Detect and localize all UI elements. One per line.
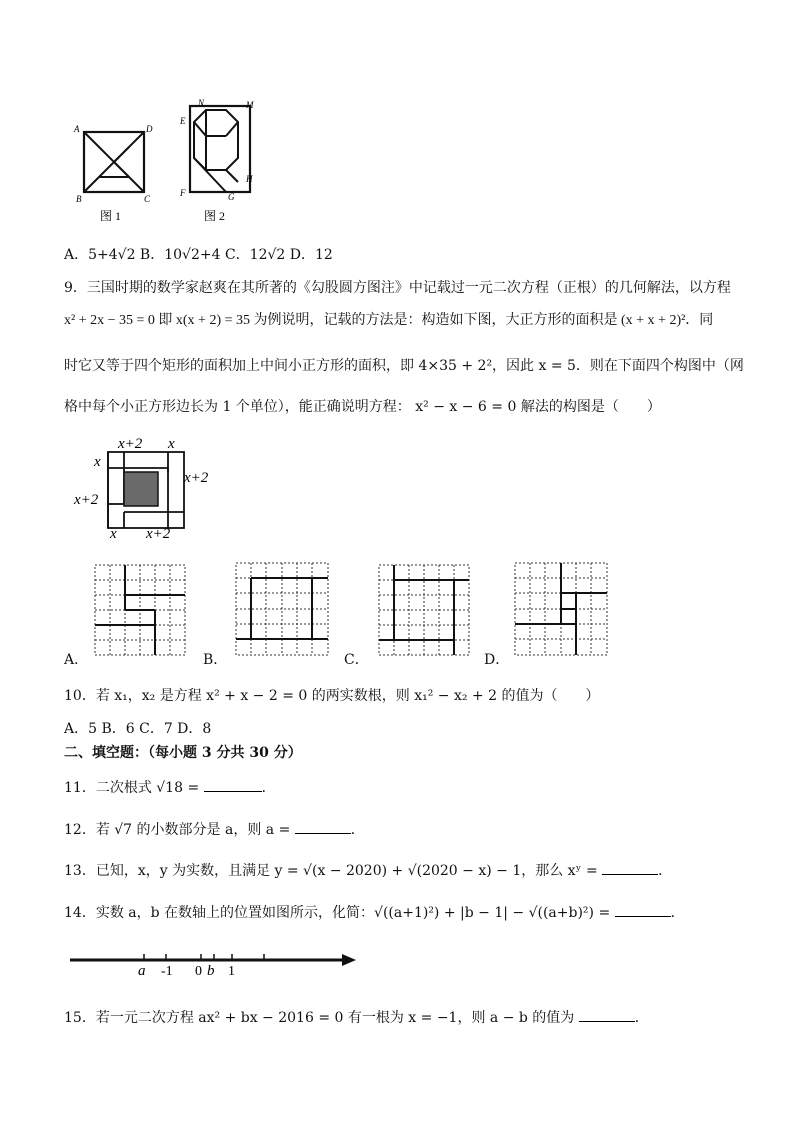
number-line-label-one: 1 xyxy=(228,964,235,979)
q9-line-4: 格中每个小正方形边长为 1 个单位），能正确说明方程： x² − x − 6 = 0 解法的构图是（ ） xyxy=(64,399,661,415)
q9-option-a-letter: A． xyxy=(64,652,89,668)
q8-options: A．5+4√2 B．10√2+4 C．12√2 D．12 xyxy=(64,247,333,263)
zhao-label-bottom-left: x xyxy=(110,526,117,542)
fig2-label-e: E xyxy=(180,116,186,126)
q9-option-c-letter: C． xyxy=(344,652,369,668)
number-line-label-neg1: -1 xyxy=(161,964,173,979)
q14-answer-blank[interactable] xyxy=(615,916,671,917)
q9-line-3: 时它又等于四个矩形的面积加上中间小正方形的面积，即 4×35 + 2²，因此 x = 5．则在下面四个构图中（网 xyxy=(64,358,744,374)
q13-text: 13．已知，x，y 为实数，且满足 y = √(x − 2020) + √(2020 − x) − 1，那么 xʸ = xyxy=(64,863,598,879)
q13 xyxy=(64,861,672,881)
q9-option-c-grid xyxy=(378,564,472,658)
number-line xyxy=(64,944,360,980)
q9-line-1: 9．三国时期的数学家赵爽在其所著的《勾股圆方图注》中记载过一元二次方程（正根）的几何解法，以方程 xyxy=(64,280,731,296)
q10-options: A．5 B．6 C．7 D．8 xyxy=(64,721,212,737)
q9-option-b-grid xyxy=(235,562,331,658)
q13-end: ． xyxy=(658,863,673,879)
q15 xyxy=(64,1008,649,1028)
zhao-label-top-left: x+2 xyxy=(118,436,143,452)
q12-answer-blank[interactable] xyxy=(295,833,351,834)
q12-end: ． xyxy=(350,822,365,838)
q14-end: ． xyxy=(670,905,685,921)
fig2-label-m: M xyxy=(246,100,254,110)
fig2-label-n: N xyxy=(198,98,205,108)
q9-line-2: x² + 2x − 35 = 0 即 x(x + 2) = 35 为例说明，记载的方法是：构造如下图，大正方形的面积是 (x + x + 2)²．同 xyxy=(64,313,714,328)
zhao-shuang-figure xyxy=(66,430,226,546)
q9-option-a-grid xyxy=(94,564,188,658)
q12 xyxy=(64,820,365,840)
q11 xyxy=(64,778,276,798)
number-line-label-a: a xyxy=(138,963,146,979)
fig1-caption: 图 1 xyxy=(100,209,122,223)
zhao-label-bottom-right: x+2 xyxy=(146,526,171,542)
number-line-label-b: b xyxy=(207,963,215,979)
zhao-label-top-right: x xyxy=(168,436,175,452)
q9-option-d-grid xyxy=(514,562,610,658)
zhao-label-left-top: x xyxy=(94,454,101,470)
q15-end: ． xyxy=(634,1010,649,1026)
fig1-label-a: A xyxy=(74,124,80,134)
fig2-label-h: H xyxy=(246,174,253,184)
q11-answer-blank[interactable] xyxy=(204,791,262,792)
section-2-heading: 二、填空题：（每小题 3 分共 30 分） xyxy=(64,745,302,761)
fig2-label-f: F xyxy=(180,188,186,198)
q15-text: 15．若一元二次方程 ax² + bx − 2016 = 0 有一根为 x = −1，则 a − b 的值为 xyxy=(64,1010,575,1026)
zhao-label-left-bottom: x+2 xyxy=(74,492,99,508)
fig1-label-b: B xyxy=(76,194,82,204)
q10-stem: 10．若 x₁，x₂ 是方程 x² + x − 2 = 0 的两实数根，则 x₁² − x₂ + 2 的值为（ ） xyxy=(64,688,600,704)
q8-figure-1 xyxy=(68,118,168,228)
q13-answer-blank[interactable] xyxy=(602,874,658,875)
q8-figure-2 xyxy=(176,96,276,226)
fig2-label-g: G xyxy=(228,192,235,202)
fig1-label-c: C xyxy=(144,194,151,204)
q12-text: 12．若 √7 的小数部分是 a，则 a = xyxy=(64,822,291,838)
fig2-caption: 图 2 xyxy=(204,209,226,223)
number-line-label-zero: 0 xyxy=(195,964,202,979)
q11-end: ． xyxy=(261,780,276,796)
q15-answer-blank[interactable] xyxy=(579,1021,635,1022)
q11-text: 11．二次根式 √18 = xyxy=(64,780,200,796)
q14 xyxy=(64,903,685,923)
zhao-label-right: x+2 xyxy=(184,470,209,486)
q9-option-b-letter: B． xyxy=(203,652,228,668)
q9-option-d-letter: D． xyxy=(484,652,510,668)
fig1-label-d: D xyxy=(146,124,153,134)
q14-text: 14．实数 a，b 在数轴上的位置如图所示，化简：√((a+1)²) + |b − 1| − √((a+b)²) = xyxy=(64,905,611,921)
zhao-center-square xyxy=(124,472,158,506)
